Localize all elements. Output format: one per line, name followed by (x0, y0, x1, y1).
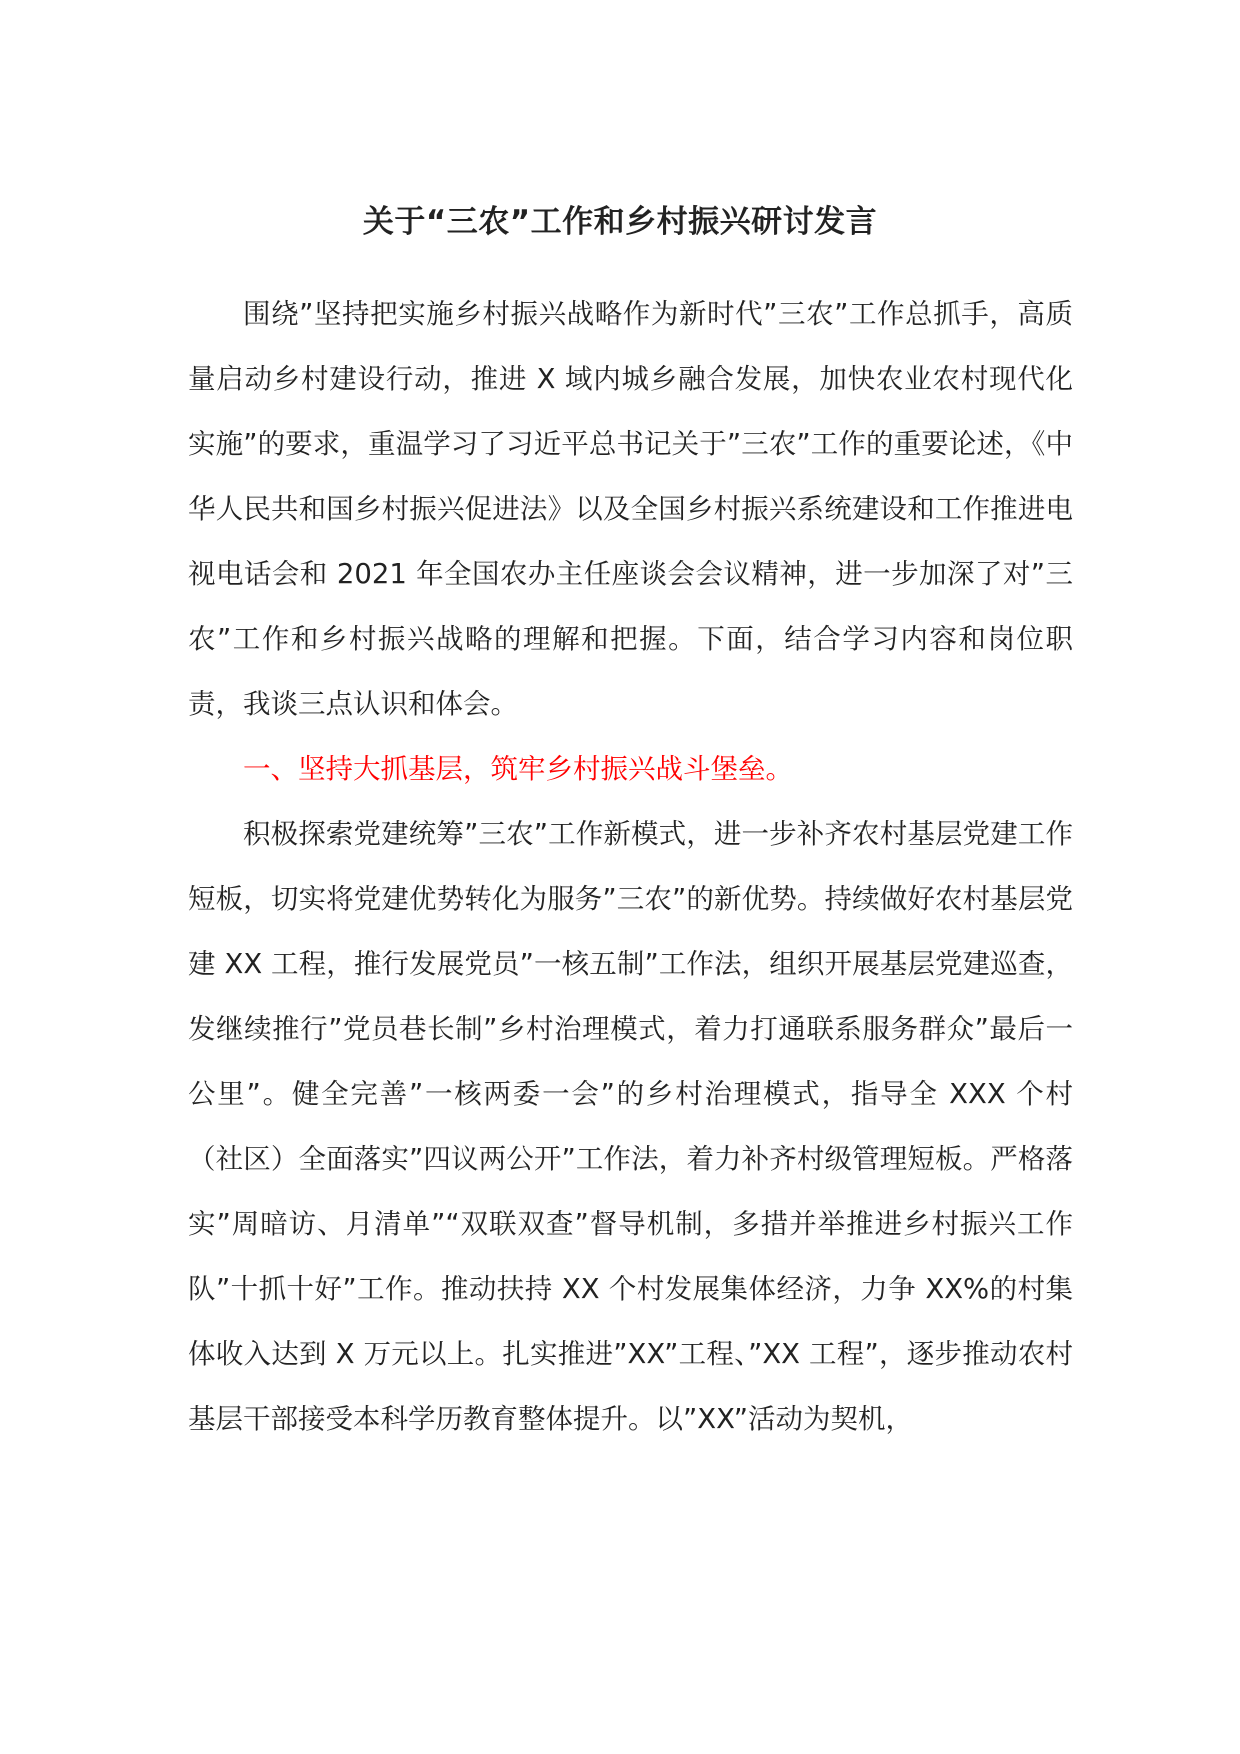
intro-paragraph: 围绕”坚持把实施乡村振兴战略作为新时代”三农”工作总抓手，高质量启动乡村建设行动，推进 X 域内城乡融合发展，加快农业农村现代化实施”的要求，重温学习了习近平总书记关于”三农”工作的重要论述，《中华人民共和国乡村振兴促进法》以及全国乡村振兴系统建设和工作推进电视电话会和 2021 年全国农办主任座谈会会议精神，进一步加深了对”三农”工作和乡村振兴战略的理解和把握。下面，结合学习内容和岗位职责，我谈三点认识和体会。 (188, 298, 1073, 720)
document-title: 关于“三农”工作和乡村振兴研讨发言 (362, 204, 878, 240)
section-heading-1: 一、坚持大抓基层，筑牢乡村振兴战斗堡垒。 (243, 753, 793, 785)
document-body (188, 282, 1073, 1452)
section-1-paragraph: 积极探索党建统筹”三农”工作新模式，进一步补齐农村基层党建工作短板，切实将党建优势转化为服务”三农”的新优势。持续做好农村基层党建 XX 工程，推行发展党员”一核五制”工作法，组织开展基层党建巡查，发继续推行”党员巷长制”乡村治理模式，着力打通联系服务群众”最后一公里”。健全完善”一核两委一会”的乡村治理模式，指导全 XXX 个村（社区）全面落实”四议两公开”工作法，着力补齐村级管理短板。严格落实”周暗访、月清单”“双联双查”督导机制，多措并举推进乡村振兴工作队”十抓十好”工作。推动扶持 XX 个村发展集体经济，力争 XX%的村集体收入达到 X 万元以上。扎实推进”XX”工程、”XX 工程”，逐步推动农村基层干部接受本科学历教育整体提升。以”XX”活动为契机， (188, 818, 1073, 1435)
